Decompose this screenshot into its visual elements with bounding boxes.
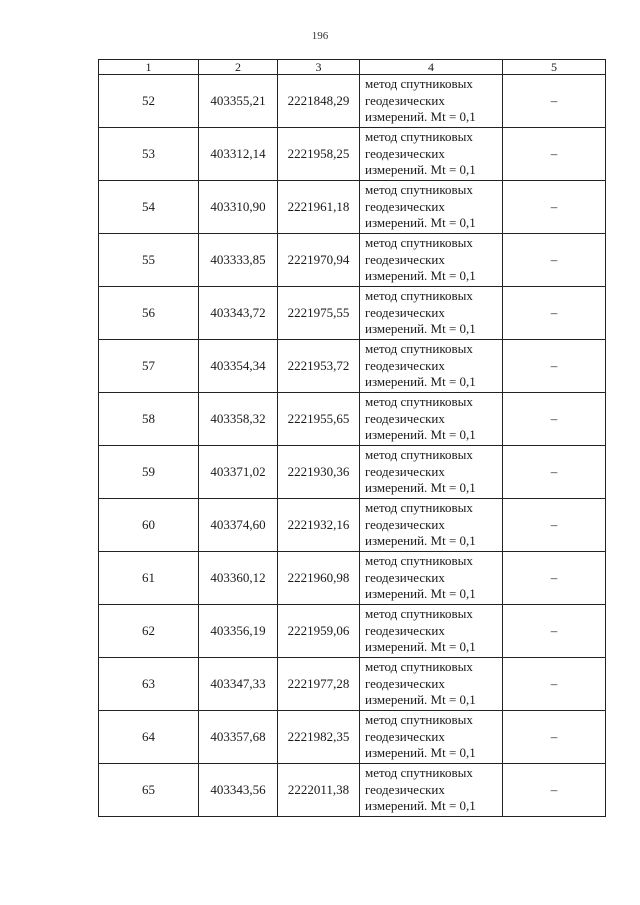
description-cell: –	[503, 340, 606, 393]
header-row	[99, 60, 606, 75]
x-coordinate-cell: 403358,32	[199, 393, 278, 446]
table-row	[99, 711, 606, 764]
method-line: измерений. Mt = 0,1	[365, 745, 476, 761]
point-number-cell: 59	[99, 446, 199, 499]
method-cell	[360, 499, 503, 552]
description-cell: –	[503, 711, 606, 764]
point-number-cell: 55	[99, 234, 199, 287]
method-line: геодезических	[365, 781, 445, 797]
description-cell: –	[503, 605, 606, 658]
method-line: геодезических	[365, 410, 445, 426]
table-row	[99, 446, 606, 499]
table-row	[99, 234, 606, 287]
method-line: геодезических	[365, 251, 445, 267]
table-row	[99, 340, 606, 393]
method-line: измерений. Mt = 0,1	[365, 427, 476, 443]
method-cell	[360, 75, 503, 128]
method-line: измерений. Mt = 0,1	[365, 798, 476, 814]
description-cell: –	[503, 287, 606, 340]
column-header-3: 3	[278, 60, 360, 75]
description-cell: –	[503, 128, 606, 181]
method-line: метод спутниковых	[365, 659, 473, 675]
method-cell	[360, 764, 503, 817]
method-line: геодезических	[365, 463, 445, 479]
method-line: измерений. Mt = 0,1	[365, 639, 476, 655]
table-row	[99, 499, 606, 552]
method-cell	[360, 181, 503, 234]
method-cell	[360, 552, 503, 605]
method-line: измерений. Mt = 0,1	[365, 692, 476, 708]
x-coordinate-cell: 403354,34	[199, 340, 278, 393]
method-line: метод спутниковых	[365, 129, 473, 145]
method-line: метод спутниковых	[365, 500, 473, 516]
point-number-cell: 62	[99, 605, 199, 658]
point-number-cell: 52	[99, 75, 199, 128]
method-line: геодезических	[365, 516, 445, 532]
method-line: геодезических	[365, 357, 445, 373]
description-cell: –	[503, 764, 606, 817]
point-number-cell: 61	[99, 552, 199, 605]
method-line: метод спутниковых	[365, 235, 473, 251]
y-coordinate-cell: 2221955,65	[278, 393, 360, 446]
table-body	[99, 75, 606, 817]
method-line: измерений. Mt = 0,1	[365, 109, 476, 125]
table-row	[99, 181, 606, 234]
table-row	[99, 393, 606, 446]
method-line: метод спутниковых	[365, 394, 473, 410]
method-line: метод спутниковых	[365, 182, 473, 198]
y-coordinate-cell: 2221848,29	[278, 75, 360, 128]
method-line: метод спутниковых	[365, 765, 473, 781]
point-number-cell: 65	[99, 764, 199, 817]
method-line: измерений. Mt = 0,1	[365, 374, 476, 390]
method-line: геодезических	[365, 92, 445, 108]
table-row	[99, 658, 606, 711]
method-line: метод спутниковых	[365, 447, 473, 463]
y-coordinate-cell: 2221932,16	[278, 499, 360, 552]
method-line: геодезических	[365, 569, 445, 585]
method-line: метод спутниковых	[365, 341, 473, 357]
method-line: измерений. Mt = 0,1	[365, 586, 476, 602]
table-header	[99, 60, 606, 75]
x-coordinate-cell: 403356,19	[199, 605, 278, 658]
description-cell: –	[503, 181, 606, 234]
method-cell	[360, 128, 503, 181]
description-cell: –	[503, 75, 606, 128]
y-coordinate-cell: 2221930,36	[278, 446, 360, 499]
description-cell: –	[503, 446, 606, 499]
point-number-cell: 63	[99, 658, 199, 711]
method-line: метод спутниковых	[365, 606, 473, 622]
method-line: метод спутниковых	[365, 712, 473, 728]
method-line: геодезических	[365, 304, 445, 320]
method-line: метод спутниковых	[365, 553, 473, 569]
point-number-cell: 56	[99, 287, 199, 340]
column-header-1: 1	[99, 60, 199, 75]
method-line: геодезических	[365, 622, 445, 638]
method-line: измерений. Mt = 0,1	[365, 321, 476, 337]
method-cell	[360, 287, 503, 340]
y-coordinate-cell: 2221975,55	[278, 287, 360, 340]
method-cell	[360, 658, 503, 711]
method-line: геодезических	[365, 198, 445, 214]
y-coordinate-cell: 2221959,06	[278, 605, 360, 658]
y-coordinate-cell: 2221961,18	[278, 181, 360, 234]
method-cell	[360, 393, 503, 446]
method-line: измерений. Mt = 0,1	[365, 533, 476, 549]
method-line: метод спутниковых	[365, 288, 473, 304]
x-coordinate-cell: 403343,72	[199, 287, 278, 340]
point-number-cell: 53	[99, 128, 199, 181]
y-coordinate-cell: 2221953,72	[278, 340, 360, 393]
x-coordinate-cell: 403371,02	[199, 446, 278, 499]
table-row	[99, 287, 606, 340]
y-coordinate-cell: 2221982,35	[278, 711, 360, 764]
description-cell: –	[503, 552, 606, 605]
column-header-4: 4	[360, 60, 503, 75]
x-coordinate-cell: 403357,68	[199, 711, 278, 764]
description-cell: –	[503, 658, 606, 711]
method-line: измерений. Mt = 0,1	[365, 268, 476, 284]
method-cell	[360, 711, 503, 764]
table-row	[99, 75, 606, 128]
x-coordinate-cell: 403347,33	[199, 658, 278, 711]
y-coordinate-cell: 2221960,98	[278, 552, 360, 605]
method-line: геодезических	[365, 145, 445, 161]
method-cell	[360, 446, 503, 499]
method-cell	[360, 234, 503, 287]
table-row	[99, 764, 606, 817]
method-cell	[360, 340, 503, 393]
x-coordinate-cell: 403374,60	[199, 499, 278, 552]
x-coordinate-cell: 403360,12	[199, 552, 278, 605]
method-line: измерений. Mt = 0,1	[365, 215, 476, 231]
page-number: 196	[311, 30, 329, 42]
x-coordinate-cell: 403343,56	[199, 764, 278, 817]
method-line: измерений. Mt = 0,1	[365, 162, 476, 178]
point-number-cell: 57	[99, 340, 199, 393]
table-row	[99, 552, 606, 605]
method-line: метод спутниковых	[365, 76, 473, 92]
method-cell	[360, 605, 503, 658]
method-line: геодезических	[365, 728, 445, 744]
method-line: геодезических	[365, 675, 445, 691]
column-header-5: 5	[503, 60, 606, 75]
column-header-2: 2	[199, 60, 278, 75]
point-number-cell: 64	[99, 711, 199, 764]
y-coordinate-cell: 2221977,28	[278, 658, 360, 711]
x-coordinate-cell: 403355,21	[199, 75, 278, 128]
y-coordinate-cell: 2222011,38	[278, 764, 360, 817]
point-number-cell: 58	[99, 393, 199, 446]
y-coordinate-cell: 2221958,25	[278, 128, 360, 181]
table-row	[99, 605, 606, 658]
y-coordinate-cell: 2221970,94	[278, 234, 360, 287]
coordinates-table	[98, 59, 606, 817]
description-cell: –	[503, 393, 606, 446]
table-row	[99, 128, 606, 181]
point-number-cell: 54	[99, 181, 199, 234]
description-cell: –	[503, 499, 606, 552]
description-cell: –	[503, 234, 606, 287]
method-line: измерений. Mt = 0,1	[365, 480, 476, 496]
x-coordinate-cell: 403333,85	[199, 234, 278, 287]
x-coordinate-cell: 403310,90	[199, 181, 278, 234]
point-number-cell: 60	[99, 499, 199, 552]
x-coordinate-cell: 403312,14	[199, 128, 278, 181]
